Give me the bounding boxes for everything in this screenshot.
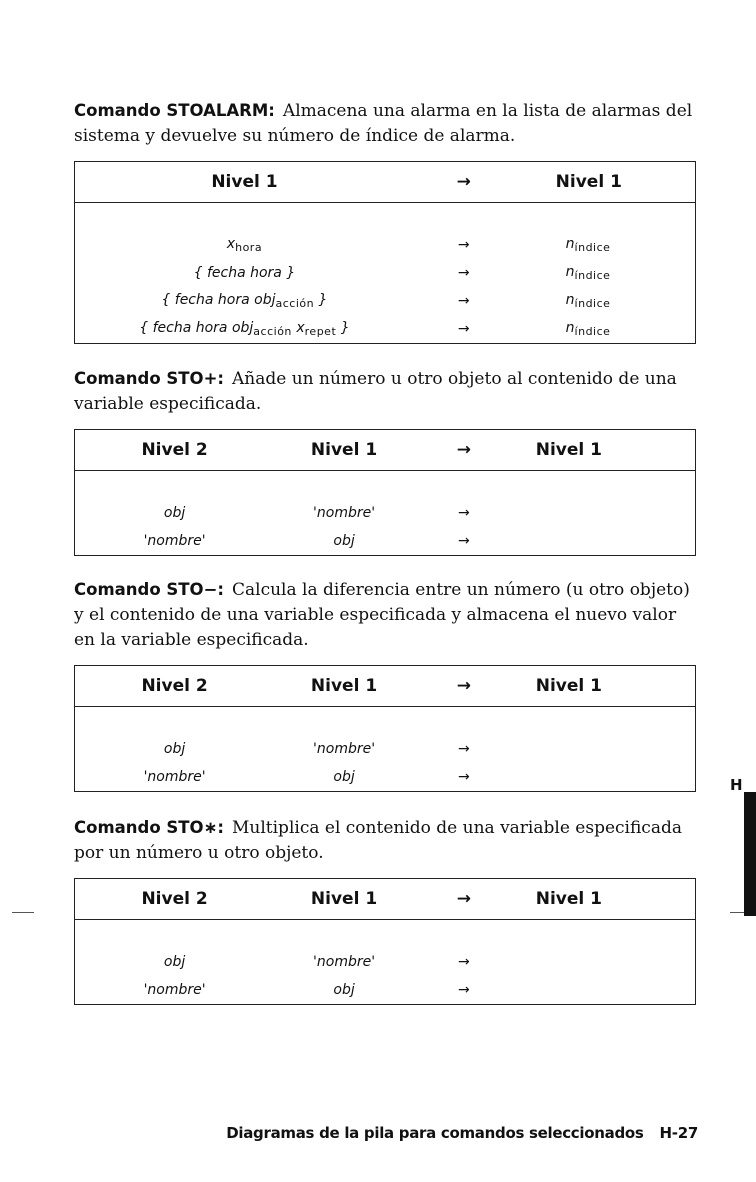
command-heading (74, 366, 696, 417)
command-heading (74, 98, 696, 149)
command-description: Calcula la diferencia entre un número (u otro objeto) y el contenido de una variable especificada y almacena el nuevo valor en la variable especificada. (74, 580, 690, 650)
table-header-row (75, 430, 696, 471)
header-nivel1-out: Nivel 1 (514, 162, 696, 203)
header-nivel1-in: Nivel 1 (274, 879, 414, 920)
stack-diagram-table (74, 429, 696, 556)
output-cell (514, 527, 696, 556)
input-cell: { fecha hora obj$_{acción}$ $x_{repet}$ } (139, 320, 350, 338)
arrow-cell: → (457, 505, 470, 521)
level1-cell: obj (333, 982, 355, 998)
stack-diagram-table (74, 878, 696, 1005)
arrow-cell: → (457, 533, 470, 549)
command-heading (74, 815, 696, 866)
output-cell: $n_{índice}$ (565, 292, 611, 310)
output-cell: $n_{índice}$ (565, 264, 611, 282)
table-row (75, 259, 696, 287)
command-name: Comando STO+: (74, 369, 224, 388)
margin-rule-right (730, 912, 744, 913)
table-header-row (75, 666, 696, 707)
header-nivel2: Nivel 2 (75, 430, 275, 471)
input-cell: $x_{hora}$ (226, 236, 263, 254)
arrow-cell: → (457, 741, 470, 757)
input-cell: { fecha hora obj$_{acción}$ } (161, 292, 328, 310)
header-arrow: → (414, 430, 514, 471)
level1-cell: 'nombre' (313, 954, 376, 970)
header-nivel2: Nivel 2 (75, 666, 275, 707)
chapter-tab-bar (744, 792, 756, 916)
header-arrow: → (414, 879, 514, 920)
input-cell: { fecha hora } (193, 265, 296, 281)
table-row (75, 527, 696, 556)
level2-cell: obj (163, 741, 186, 757)
table-row (75, 948, 696, 976)
stack-diagram-table (74, 161, 696, 344)
table-header-row (75, 879, 696, 920)
header-nivel1-out: Nivel 1 (514, 666, 696, 707)
arrow-cell: → (457, 769, 470, 785)
margin-rule-left (12, 912, 34, 913)
level2-cell: 'nombre' (143, 982, 206, 998)
header-nivel1-out: Nivel 1 (514, 879, 696, 920)
header-nivel1-in: Nivel 1 (75, 162, 414, 203)
level2-cell: obj (163, 505, 186, 521)
section-sto-minus (74, 577, 696, 792)
level1-cell: 'nombre' (313, 505, 376, 521)
output-cell: $n_{índice}$ (565, 320, 611, 338)
output-cell: $n_{índice}$ (565, 236, 611, 254)
table-row (75, 287, 696, 315)
output-cell (514, 976, 696, 1005)
section-sto-plus (74, 366, 696, 556)
command-description: Añade un número u otro objeto al contenido de una variable especificada. (74, 369, 677, 414)
footer-title: Diagramas de la pila para comandos seleccionados (226, 1124, 644, 1142)
level1-cell: 'nombre' (313, 741, 376, 757)
command-description: Multiplica el contenido de una variable especificada por un número u otro objeto. (74, 818, 682, 863)
table-row (75, 763, 696, 792)
arrow-cell: → (457, 954, 470, 970)
stack-diagram-table (74, 665, 696, 792)
page-number: H-27 (659, 1124, 698, 1142)
arrow-cell: → (457, 982, 470, 998)
table-row (75, 976, 696, 1005)
table-row (75, 499, 696, 527)
level2-cell: obj (163, 954, 186, 970)
header-nivel1-out: Nivel 1 (514, 430, 696, 471)
section-stoalarm (74, 98, 696, 344)
table-row (75, 315, 696, 344)
page-footer (226, 1124, 698, 1142)
command-name: Comando STOALARM: (74, 101, 275, 120)
command-name: Comando STO−: (74, 580, 224, 599)
arrow-cell: → (457, 237, 470, 253)
level2-cell: 'nombre' (143, 769, 206, 785)
header-nivel1-in: Nivel 1 (274, 666, 414, 707)
output-cell (514, 948, 696, 976)
table-row (75, 735, 696, 763)
header-arrow: → (414, 162, 514, 203)
level2-cell: 'nombre' (143, 533, 206, 549)
header-arrow: → (414, 666, 514, 707)
arrow-cell: → (457, 265, 470, 281)
command-description: Almacena una alarma en la lista de alarmas del sistema y devuelve su número de índice de alarma. (74, 101, 693, 146)
output-cell (514, 499, 696, 527)
command-name: Comando STO∗: (74, 818, 224, 837)
table-row (75, 231, 696, 259)
section-sto-times (74, 815, 696, 1005)
arrow-cell: → (457, 293, 470, 309)
output-cell (514, 763, 696, 792)
level1-cell: obj (333, 533, 355, 549)
header-nivel1-in: Nivel 1 (274, 430, 414, 471)
command-heading (74, 577, 696, 653)
header-nivel2: Nivel 2 (75, 879, 275, 920)
chapter-tab-letter: H (730, 776, 743, 794)
output-cell (514, 735, 696, 763)
arrow-cell: → (457, 321, 470, 337)
table-header-row (75, 162, 696, 203)
level1-cell: obj (333, 769, 355, 785)
